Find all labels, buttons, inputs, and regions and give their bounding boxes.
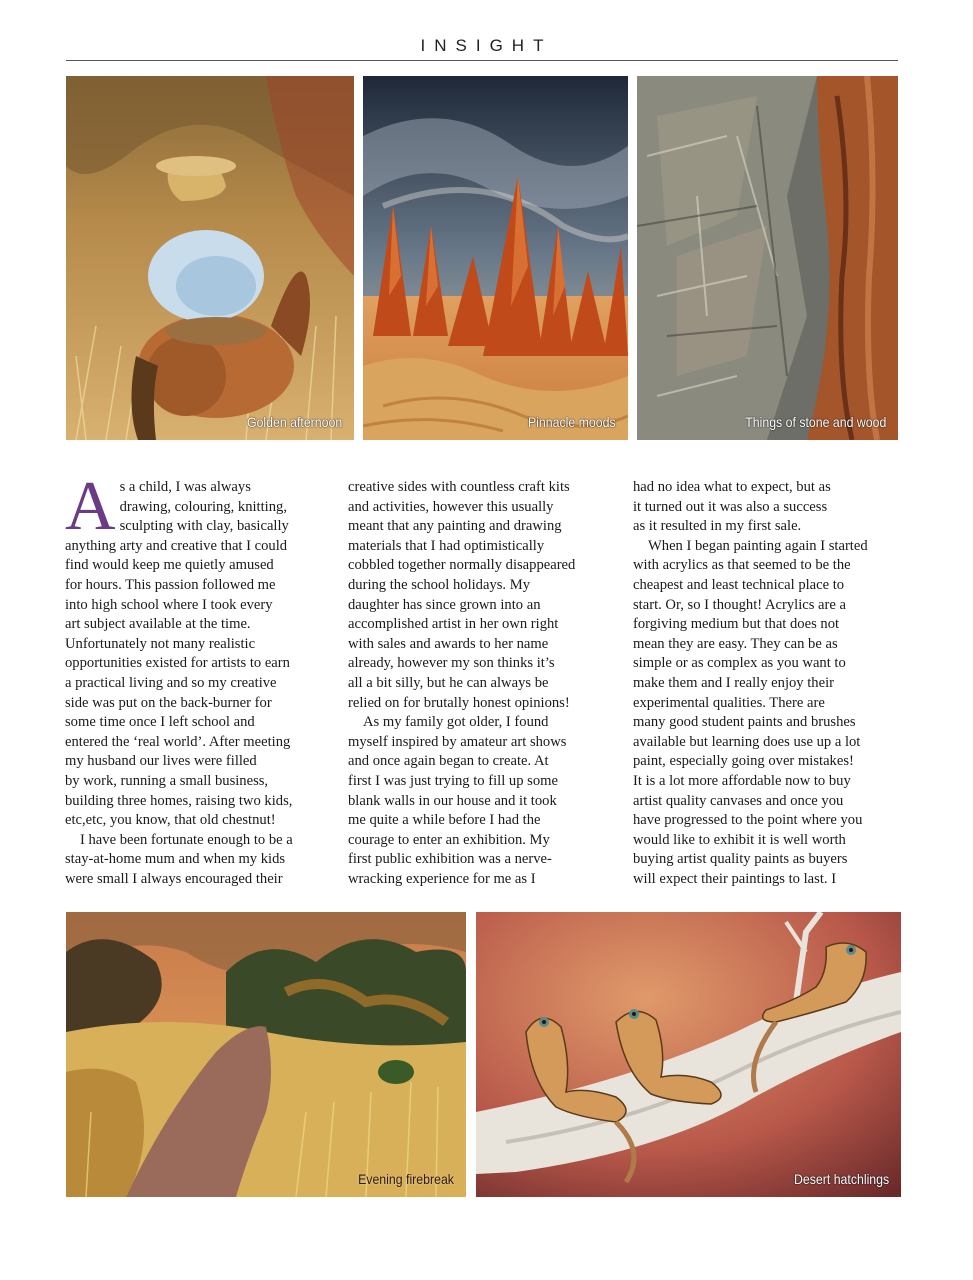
caption-golden-afternoon: Golden afternoon	[246, 414, 342, 430]
text-line: wracking experience for me as I	[348, 870, 536, 887]
text-line: building three homes, raising two kids,	[65, 792, 293, 809]
painting-pinnacle-moods	[363, 76, 628, 440]
article-column-2	[348, 478, 620, 889]
text-line: have progressed to the point where you	[633, 812, 863, 829]
painting-desert-hatchlings	[476, 912, 901, 1197]
text-line: would like to exhibit it is well worth	[633, 831, 846, 848]
article-column-1	[65, 468, 337, 889]
text-line: my husband our lives were filled	[65, 753, 257, 770]
text-line: and activities, however this usually	[348, 498, 554, 515]
evening-firebreak-image	[66, 912, 466, 1197]
text-line: etc,etc, you know, that old chestnut!	[65, 812, 276, 829]
text-line: s a child, I was always	[119, 479, 251, 495]
text-line: into high school where I took every	[65, 596, 273, 613]
golden-afternoon-image	[66, 76, 354, 440]
text-line: anything arty and creative that I could	[65, 537, 288, 554]
article-column-3	[633, 478, 905, 889]
text-line: accomplished artist in her own right	[348, 616, 559, 633]
caption-evening-firebreak: Evening firebreak	[358, 1171, 454, 1187]
text-line: When I began painting again I started	[648, 537, 868, 554]
text-line: a practical living and so my creative	[65, 674, 277, 691]
text-line: experimental qualities. There are	[633, 694, 825, 711]
text-line: paint, especially going over mistakes!	[633, 753, 854, 770]
text-line: stay-at-home mum and when my kids	[65, 851, 286, 868]
text-line: many good student paints and brushes	[633, 714, 856, 731]
painting-things-of-stone	[637, 76, 898, 440]
text-line: buying artist quality paints as buyers	[633, 851, 848, 868]
text-line: forgiving medium but that does not	[633, 616, 840, 633]
text-line: during the school holidays. My	[348, 576, 531, 593]
text-line: It is a lot more affordable now to buy	[633, 772, 851, 789]
pinnacle-moods-image	[363, 76, 628, 440]
text-line: materials that I had optimistically	[348, 537, 545, 554]
text-line: entered the ‘real world’. After meeting	[65, 733, 291, 750]
text-line: already, however my son thinks it’s	[348, 655, 555, 672]
text-line: and once again began to create. At	[348, 753, 549, 770]
text-line: first I was just trying to fill up some	[348, 772, 558, 789]
text-line: find would keep me quietly amused	[65, 557, 274, 574]
text-line: had no idea what to expect, but as	[633, 479, 831, 495]
text-line: it turned out it was also a success	[633, 498, 828, 515]
text-line: As my family got older, I found	[363, 714, 549, 731]
text-line: creative sides with countless craft kits	[348, 479, 570, 495]
text-line: first public exhibition was a nerve-	[348, 851, 552, 868]
text-line: opportunities existed for artists to earn	[65, 655, 290, 672]
text-line: as it resulted in my first sale.	[633, 518, 802, 535]
text-line: mean they are easy. They can be as	[633, 635, 838, 652]
section-header: INSIGHT	[420, 36, 553, 55]
text-line: will expect their paintings to last. I	[633, 870, 837, 887]
text-line: with sales and awards to her name	[348, 635, 549, 652]
text-line: sculpting with clay, basically	[119, 518, 289, 535]
desert-hatchlings-image	[476, 912, 901, 1197]
text-line: artist quality canvases and once you	[633, 792, 844, 809]
text-line: courage to enter an exhibition. My	[348, 831, 550, 848]
text-line: side was put on the back-burner for	[65, 694, 272, 711]
text-line: some time once I left school and	[65, 714, 255, 731]
text-line: available but learning does use up a lot	[633, 733, 861, 750]
text-line: I have been fortunate enough to be a	[80, 831, 293, 848]
text-line: daughter has since grown into an	[348, 596, 541, 613]
caption-desert-hatchlings: Desert hatchlings	[793, 1171, 889, 1187]
caption-pinnacle-moods: Pinnacle moods	[528, 414, 616, 430]
text-line: all a bit silly, but he can always be	[348, 674, 549, 691]
text-line: drawing, colouring, knitting,	[119, 498, 287, 515]
text-line: meant that any painting and drawing	[348, 518, 562, 535]
text-line: Unfortunately not many realistic	[65, 635, 256, 652]
text-line: me quite a while before I had the	[348, 812, 541, 829]
text-line: myself inspired by amateur art shows	[348, 733, 567, 750]
caption-things-of-stone: Things of stone and wood	[744, 414, 886, 430]
text-line: with acrylics as that seemed to be the	[633, 557, 851, 574]
text-line: by work, running a small business,	[65, 772, 269, 789]
text-line: for hours. This passion followed me	[65, 576, 276, 593]
drop-cap: A	[65, 468, 116, 545]
text-line: relied on for brutally honest opinions!	[348, 694, 570, 711]
text-line: make them and I really enjoy their	[633, 674, 834, 691]
text-line: simple or as complex as you want to	[633, 655, 846, 672]
painting-golden-afternoon	[66, 76, 354, 440]
text-line: cheapest and least technical place to	[633, 576, 845, 593]
text-line: start. Or, so I thought! Acrylics are a	[633, 596, 846, 613]
header-rule	[66, 60, 898, 61]
text-line: blank walls in our house and it took	[348, 792, 557, 809]
text-line: art subject available at the time.	[65, 616, 251, 633]
text-line: cobbled together normally disappeared	[348, 557, 576, 574]
things-of-stone-image	[637, 76, 898, 440]
text-line: were small I always encouraged their	[65, 870, 283, 887]
painting-evening-firebreak	[66, 912, 466, 1197]
